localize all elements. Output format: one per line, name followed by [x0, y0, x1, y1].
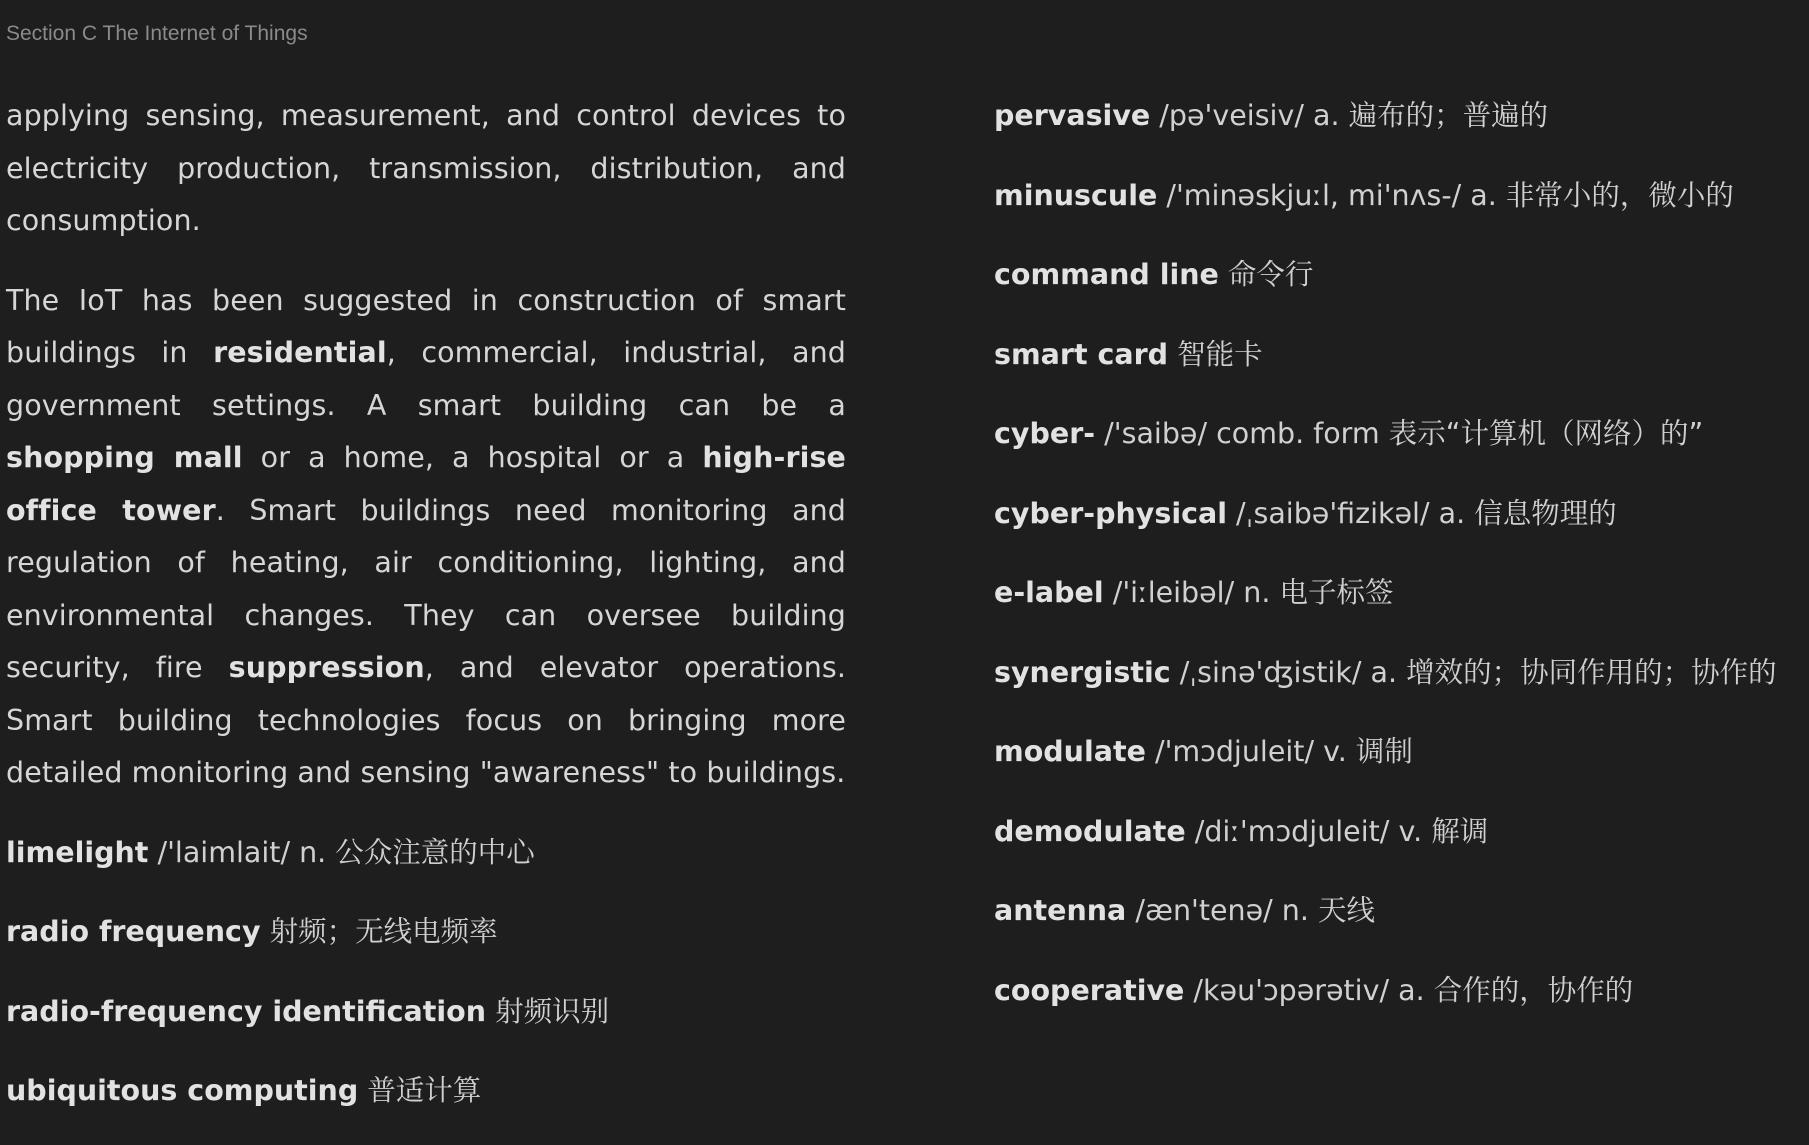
vocab-definition: /kəu'ɔpərətiv/ a. 合作的，协作的 — [1184, 973, 1634, 1007]
keyword: shopping mall — [6, 441, 243, 474]
vocab-definition: /'minəskjuːl, mi'nʌs-/ a. 非常小的，微小的 — [1157, 178, 1734, 212]
paragraph-text: The IoT has been suggested in construction of smart buildings in — [6, 283, 846, 369]
vocab-term: modulate — [994, 735, 1146, 768]
vocab-term: cyber-physical — [994, 496, 1227, 530]
vocab-definition: 命令行 — [1218, 258, 1314, 291]
vocab-definition: 射频识别 — [486, 994, 610, 1028]
vocab-entry — [994, 170, 1794, 250]
vocab-definition: 智能卡 — [1168, 337, 1263, 371]
vocab-entry — [994, 885, 1794, 965]
paragraph-text: . Smart buildings need monitoring and regulation of heating, air conditioning, lighting, and environmental changes. They can oversee building security, fire — [6, 493, 846, 684]
vocab-definition: /pə'veisiv/ a. 遍布的；普遍的 — [1150, 99, 1549, 132]
vocab-definition: /'iːleibəl/ n. 电子标签 — [1103, 576, 1394, 609]
vocab-term: radio-frequency identification — [6, 994, 487, 1028]
keyword: residential — [213, 336, 387, 369]
left-column — [6, 90, 846, 1145]
vocab-entry — [6, 986, 846, 1066]
vocab-entry — [6, 827, 846, 907]
vocab-entry — [994, 726, 1794, 806]
vocab-term: smart card — [994, 337, 1169, 371]
vocab-entry — [994, 249, 1794, 329]
vocab-entry — [994, 90, 1794, 170]
vocab-definition: 射频；无线电频率 — [260, 915, 498, 948]
paragraph-text: , and elevator operations. Smart building technologies focus on bringing more detailed monitoring and sensing "awareness" to buildings. — [6, 651, 846, 789]
paragraph-text: or a home, a hospital or a — [242, 441, 703, 474]
vocab-term: antenna — [994, 894, 1127, 927]
vocab-entry — [994, 567, 1794, 647]
right-column — [994, 90, 1794, 1044]
vocab-entry — [994, 806, 1794, 886]
paragraph-text: , commercial, industrial, and government settings. A smart building can be a — [6, 336, 846, 422]
vocab-entry — [994, 329, 1794, 409]
vocab-entry — [994, 408, 1794, 488]
vocab-term: radio frequency — [6, 915, 261, 948]
vocab-term: ubiquitous computing — [6, 1074, 359, 1107]
vocab-term: command line — [994, 258, 1219, 291]
vocab-term: cyber- — [994, 417, 1096, 450]
vocab-term: minuscule — [994, 178, 1158, 212]
vocab-term: limelight — [6, 835, 149, 869]
vocab-definition: 普适计算 — [358, 1074, 482, 1107]
vocab-definition: /'mɔdjuleit/ v. 调制 — [1145, 735, 1413, 768]
vocab-term: demodulate — [994, 814, 1186, 848]
vocab-term: synergistic — [994, 655, 1171, 689]
vocab-definition: /ˌsaibə'fizikəl/ a. 信息物理的 — [1226, 496, 1617, 530]
vocab-entry — [6, 1065, 846, 1145]
vocab-entry — [6, 906, 846, 986]
section-title: Section C The Internet of Things — [6, 22, 308, 45]
vocab-definition: /'saibə/ comb. form 表示“计算机（网络）的” — [1095, 417, 1704, 450]
vocab-definition: /'laimlait/ n. 公众注意的中心 — [148, 835, 535, 869]
vocab-definition: /diː'mɔdjuleit/ v. 解调 — [1185, 814, 1489, 848]
keyword: suppression — [228, 651, 425, 684]
vocab-term: cooperative — [994, 973, 1185, 1007]
paragraph-intro — [6, 90, 846, 248]
vocab-entry — [994, 965, 1794, 1045]
vocab-entry — [994, 647, 1794, 727]
paragraph-smart-buildings — [6, 275, 846, 800]
paragraph-text: applying sensing, measurement, and control devices to electricity production, transmission, distribution, and consumption. — [6, 99, 846, 237]
vocab-term: pervasive — [994, 99, 1151, 132]
vocab-definition: /ˌsinə'ʤistik/ a. 增效的；协同作用的；协作的 — [1170, 655, 1777, 689]
vocab-term: e-label — [994, 576, 1104, 609]
vocab-definition: /æn'tenə/ n. 天线 — [1126, 894, 1375, 927]
keyword: high-rise office tower — [6, 441, 846, 527]
vocab-entry — [994, 488, 1794, 568]
